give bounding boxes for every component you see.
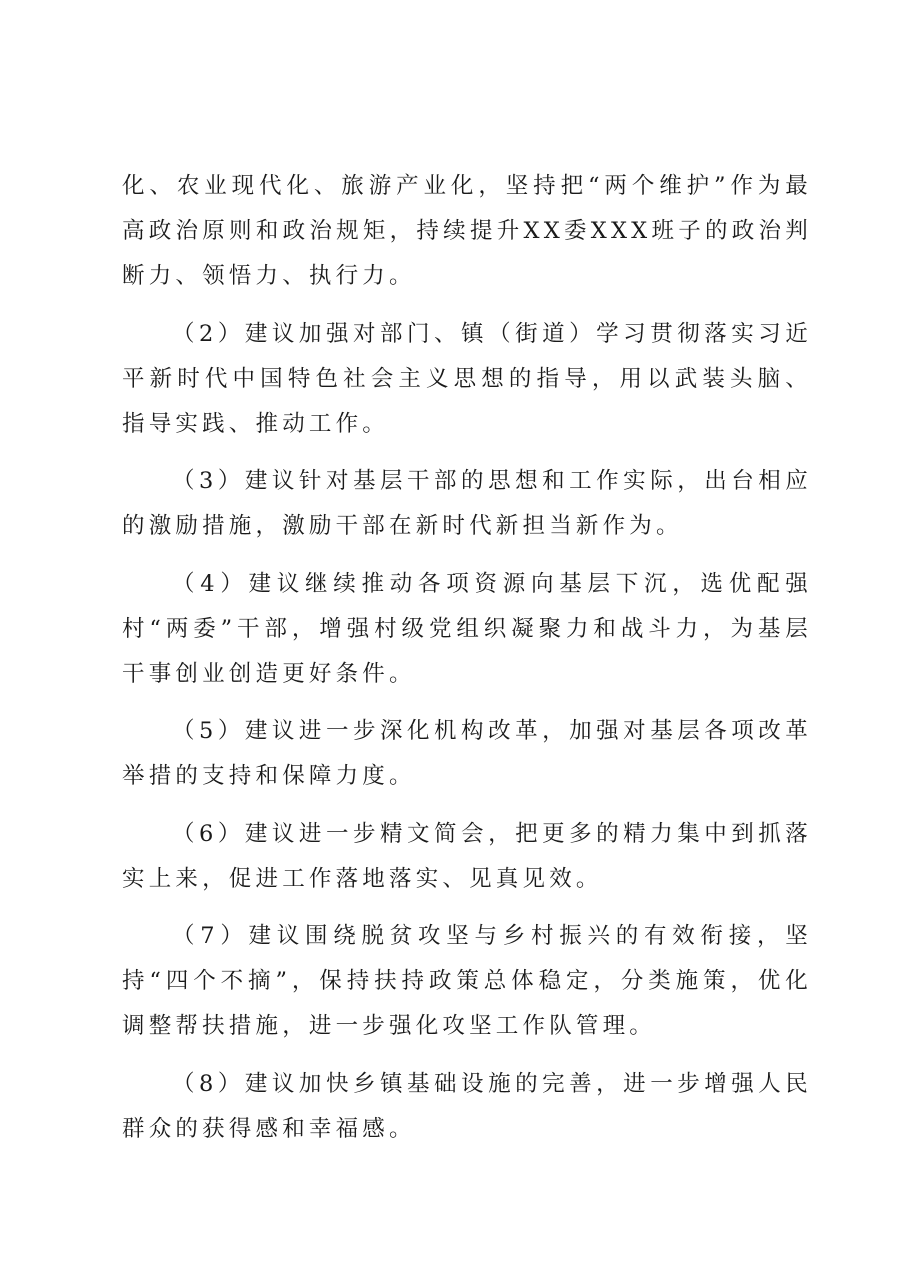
- paragraph-continuation: 化、农业现代化、旅游产业化，坚持把“两个维护”作为最高政治原则和政治规矩，持续提升XX委XXX班子的政治判断力、领悟力、执行力。: [122, 173, 812, 290]
- paragraph-suggestion-7: （7）建议围绕脱贫攻坚与乡村振兴的有效衔接，坚持“四个不摘”，保持扶持政策总体稳定，分类施策，优化调整帮扶措施，进一步强化攻坚工作队管理。: [122, 923, 812, 1040]
- document-body: [122, 164, 812, 1152]
- paragraph-suggestion-6: （6）建议进一步精文简会，把更多的精力集中到抓落实上来，促进工作落地落实、见真见效。: [122, 820, 812, 892]
- paragraph-suggestion-8: （8）建议加快乡镇基础设施的完善，进一步增强人民群众的获得感和幸福感。: [122, 1070, 812, 1142]
- paragraph-suggestion-3: （3）建议针对基层干部的思想和工作实际，出台相应的激励措施，激励干部在新时代新担当新作为。: [122, 468, 812, 540]
- paragraph-suggestion-4: （4）建议继续推动各项资源向基层下沉，选优配强村“两委”干部，增强村级党组织凝聚力和战斗力，为基层干事创业创造更好条件。: [122, 570, 812, 688]
- paragraph-suggestion-5: （5）建议进一步深化机构改革，加强对基层各项改革举措的支持和保障力度。: [122, 718, 812, 790]
- paragraph-suggestion-2: （2）建议加强对部门、镇（街道）学习贯彻落实习近平新时代中国特色社会主义思想的指导，用以武装头脑、指导实践、推动工作。: [122, 320, 812, 438]
